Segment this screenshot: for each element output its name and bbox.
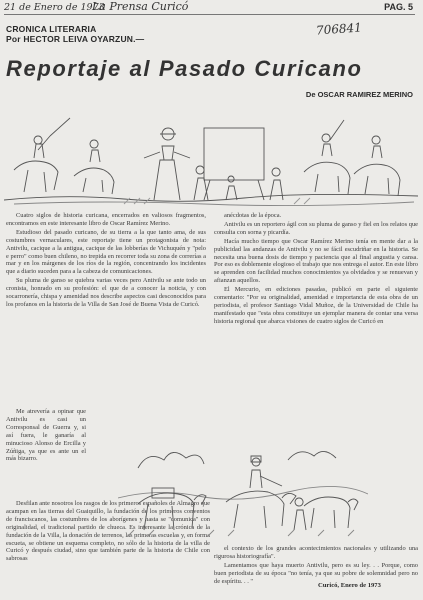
paragraph: Estudioso del pasado curicano, de su tierra a la que tanto ama, de sus costumbres vernaculares, este reportaje tiene un protagonista de nota: Antivilu, cacique a la antigua, cacique de las lobberías de Vichuquén y "pelo e perro" como buen chileno, no trepida en recorrer toda su zona de correrías a mar y en los márgenes de los ríos de la región, concentrando los incidentes que a diario suceden para a la cabeza de comunicaciones. [6, 228, 206, 276]
paragraph: Antivilu es un reportero ágil con su pluma de ganso y fiel en los relatos que consulta con sorna y picardía. [214, 220, 418, 236]
section-name: CRONICA LITERARIA [6, 24, 97, 34]
paragraph: el contexto de los grandes acontecimientos nacionales y utilizando una rigurosa historiografía". [214, 545, 418, 560]
column-b-bottom [214, 545, 418, 586]
paragraph: Me atrevería a opinar que Antivilu es casi un Corresponsal de Guerra y, si así fuera, le ganaría al minucioso Alonso de Ercilla y Zúñiga, ya que es ante un el más bizarro. [6, 408, 86, 463]
paragraph: Su pluma de ganso se quiebra varias veces pero Antivilu se ante todo un cronista, honrado en su profesión: el que de a conocer la noticia, y con socarronería, chispa y amenidad nos describe aspectos casi desconocidos para los profanos en la historia de la Villa de San José de Buena Vista de Curicó. [6, 277, 206, 308]
top-illustration [4, 100, 418, 208]
header-rule [4, 14, 415, 15]
page-number: PAG. 5 [384, 2, 413, 12]
article-title: Reportaje al Pasado Curicano [6, 56, 363, 81]
column-a-top [6, 212, 206, 309]
section-author: Por HECTOR LEIVA OYARZUN.— [6, 34, 145, 44]
column-a-left [6, 408, 86, 463]
publication-name: La Prensa Curicó [92, 0, 189, 13]
paragraph: Lamentamos que haya muerto Antivilu, pero es su ley. . . Porque, como buen periodista de su época "no tenía, ya que su pobre de solemnidad pero no de espíritu. . . " [214, 561, 418, 585]
archive-number: 706841 [315, 20, 363, 38]
paragraph: El Mercurio, en ediciones pasadas, publicó en parte el siguiente comentario: "Por su originalidad, amenidad e importancia de esta obra de un periodista, el profesor Santiago Vidal Muñoz, de la Universidad de Chile ha manifestado que "esta obra constituye un ejemplar manera de contar una versa historia regional que abarca visiones de cuatro siglos de Curicó en [214, 286, 418, 325]
paragraph: Desfilan ante nosotros los rasgos de los primeros españoles de Almagro que acampan en las tierras del Guaiquillo, la fundación de los primeros conventos de franciscanos, las costumbres de los aborígenes y hasta se "comunica" con originalidad, el tradicional partido de chueca. Es interesante la crónica de la fundación de la Villa, la donación de terrenos, las primeras escuelas y, en forma escueta, se obtiene un esquema completo, no sólo de la historia de la villa de Curicó y después ciudad, sino que también parte de la historia de Chile con sabrosas [6, 500, 210, 563]
column-b-top [214, 212, 418, 326]
paragraph: Hacía mucho tiempo que Oscar Ramírez Merino tenía en mente dar a la publicidad las andanzas de Antivilu y no se fácil escudriñar en la historia. Se necesita una buena dosis de tiempo y paciencia que al final angustia y cansa. Por eso es doblemente elogioso el trabajo que nos entrega el autor. En este libro se aprenden con facilidad muchos conocimientos ya olvidados y se renuevan y afianzan aquellos. [214, 237, 418, 285]
paragraph: anécdotas de la época. [224, 212, 282, 219]
middle-illustration [118, 438, 368, 540]
handwritten-date: 21 de Enero de 1973 [4, 2, 105, 13]
paragraph: Cuatro siglos de historia curicana, encerrados en valiosos fragmentos, encontramos en este interesante libro de Oscar Ramírez Merino. [6, 212, 206, 227]
section-heading [6, 24, 144, 44]
closing-dateline: Curicó, Enero de 1973 [318, 582, 381, 589]
article-byline: De OSCAR RAMIREZ MERINO [305, 90, 413, 99]
